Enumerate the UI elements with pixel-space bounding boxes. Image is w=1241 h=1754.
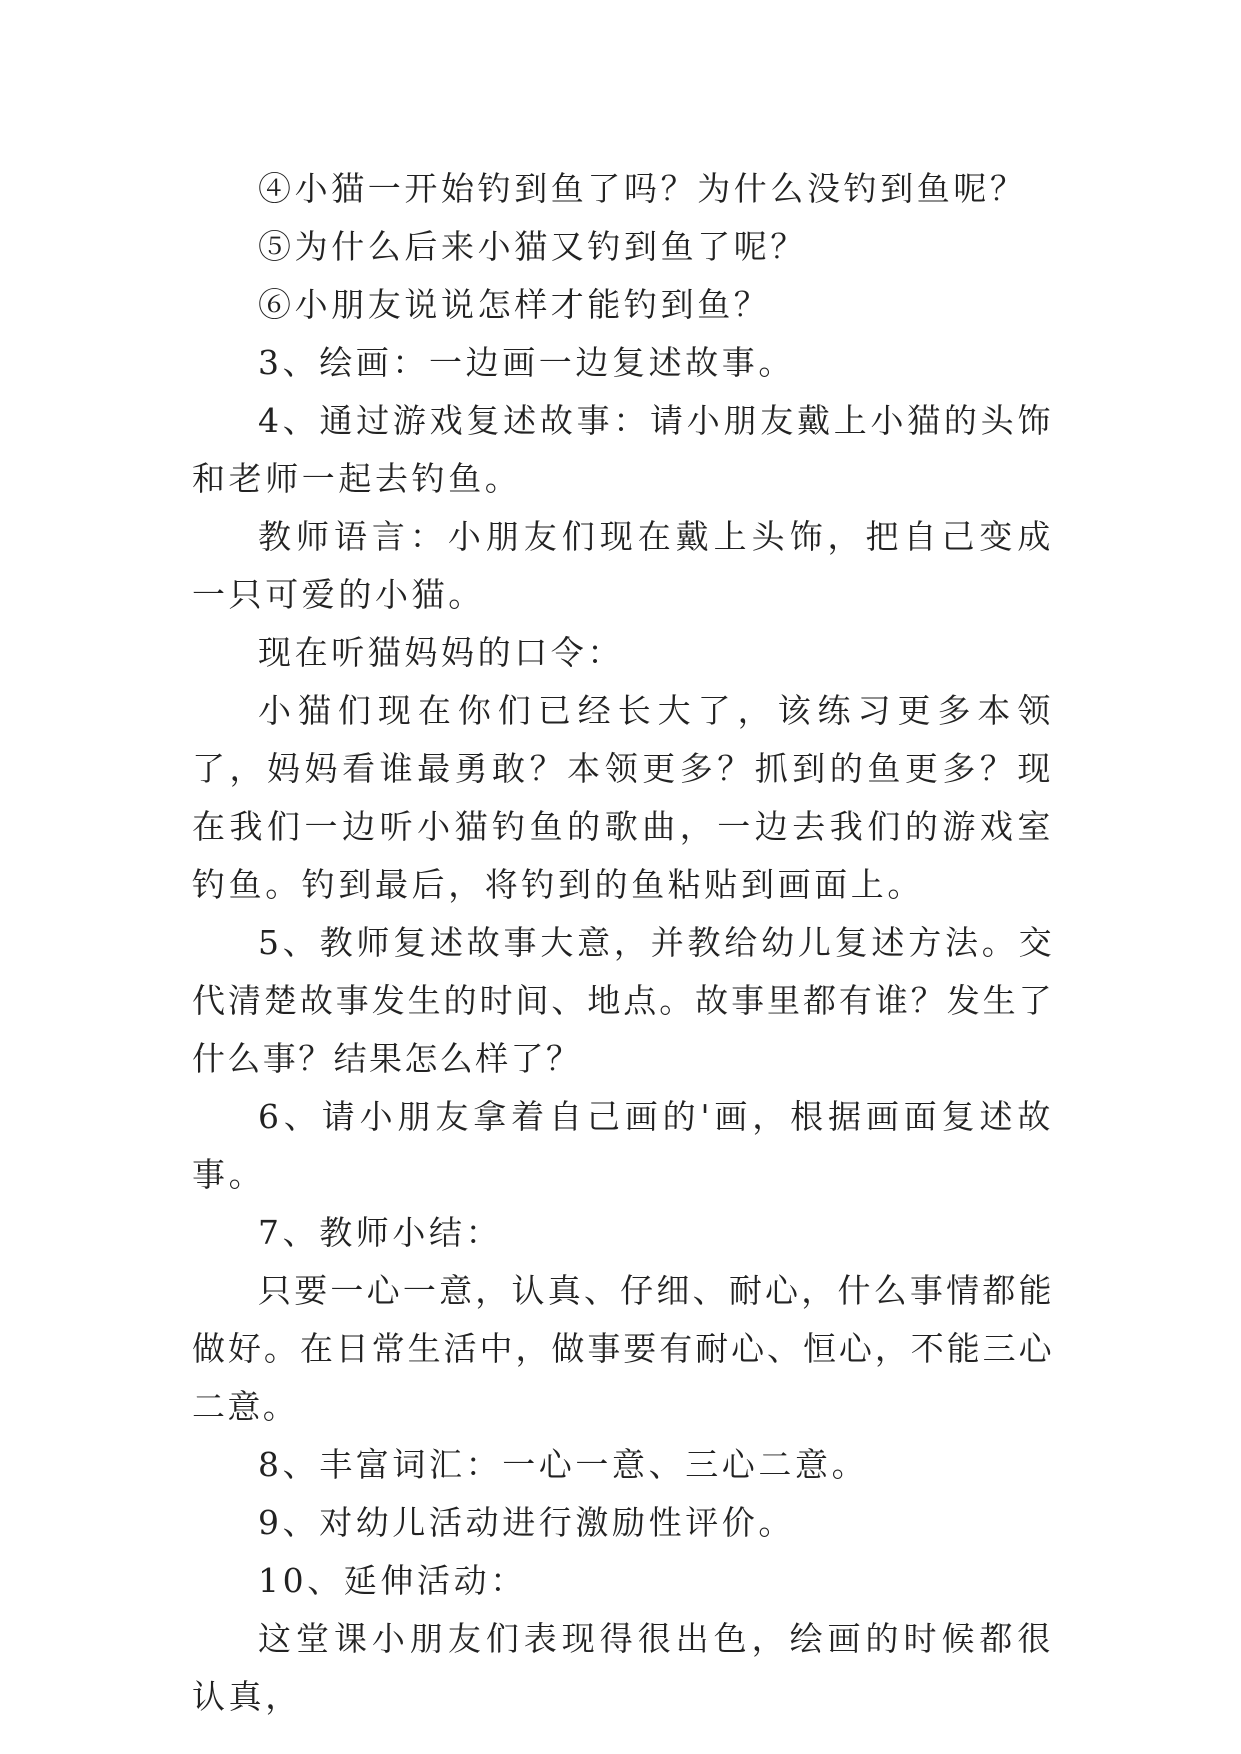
- paragraph-step-5: 5、教师复述故事大意，并教给幼儿复述方法。交代清楚故事发生的时间、地点。故事里都有谁？发生了什么事？结果怎么样了？: [192, 923, 1054, 1078]
- paragraph-step-3: 3、绘画：一边画一边复述故事。: [258, 343, 795, 382]
- paragraph-step-10: 10、延伸活动：: [258, 1561, 527, 1600]
- paragraph-mother-command: 现在听猫妈妈的口令：: [258, 633, 624, 672]
- paragraph-step-7: 7、教师小结：: [258, 1213, 503, 1252]
- paragraph-step-4: 4、通过游戏复述故事：请小朋友戴上小猫的头饰和老师一起去钓鱼。: [192, 401, 1054, 498]
- paragraph-step-6: 6、请小朋友拿着自己画的'画，根据画面复述故事。: [192, 1097, 1054, 1194]
- paragraph-kittens-practice: 小猫们现在你们已经长大了，该练习更多本领了，妈妈看谁最勇敢？本领更多？抓到的鱼更多？现在我们一边听小猫钓鱼的歌曲，一边去我们的游戏室钓鱼。钓到最后，将钓到的鱼粘贴到画面上。: [192, 691, 1054, 904]
- paragraph-step-9: 9、对幼儿活动进行激励性评价。: [258, 1503, 795, 1542]
- paragraph-extension: 这堂课小朋友们表现得很出色，绘画的时候都很认真，: [192, 1619, 1054, 1716]
- document-body: [192, 160, 1054, 1726]
- paragraph-teacher-language: 教师语言：小朋友们现在戴上头饰，把自己变成一只可爱的小猫。: [192, 517, 1054, 614]
- paragraph-step-8: 8、丰富词汇：一心一意、三心二意。: [258, 1445, 869, 1484]
- paragraph-summary: 只要一心一意，认真、仔细、耐心，什么事情都能做好。在日常生活中，做事要有耐心、恒心，不能三心二意。: [192, 1271, 1054, 1426]
- paragraph-question-4: ④小猫一开始钓到鱼了吗？为什么没钓到鱼呢？: [258, 169, 1027, 208]
- paragraph-question-6: ⑥小朋友说说怎样才能钓到鱼？: [258, 285, 771, 324]
- paragraph-question-5: ⑤为什么后来小猫又钓到鱼了呢？: [258, 227, 807, 266]
